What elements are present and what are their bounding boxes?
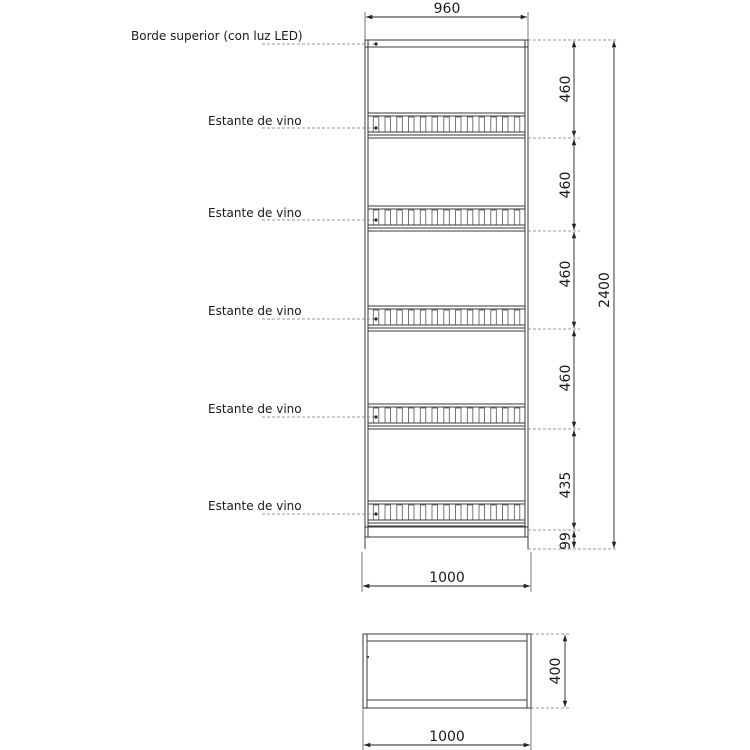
shelf-slat [514,210,520,225]
wine-shelves [368,113,525,526]
front-elevation [365,40,528,549]
shelf-slat [467,310,473,325]
shelf-leader-dot-1 [374,126,377,129]
wine-shelf [368,306,525,331]
shelf-slat [444,505,450,520]
wine-shelf [368,501,525,526]
shelf-slat [420,505,426,520]
shelf-slat [420,210,426,225]
dim-inner-width [365,1,528,40]
shelf-slat [456,210,462,225]
shelf-slat [409,210,415,225]
shelf-slat [373,117,379,132]
dim-spacing-3-text: 460 [558,260,574,288]
shelf-label-3: Estante de vino [208,304,302,318]
shelf-slat [385,117,391,132]
shelf-slat [432,210,438,225]
shelf-slat [432,505,438,520]
plan-width-text: 1000 [429,729,465,745]
shelf-slat [432,310,438,325]
plan-view [363,634,570,750]
shelf-leader-dot-3 [374,317,377,320]
dim-spacing-2-text: 460 [558,171,574,199]
shelf-slat [503,117,509,132]
shelf-label-2: Estante de vino [208,206,302,220]
shelf-slat [432,408,438,423]
shelf-slat [373,210,379,225]
shelf-slat [503,310,509,325]
shelf-slat [491,117,497,132]
shelf-slat [444,210,450,225]
shelf-slat [491,408,497,423]
dim-inner-width-text: 960 [433,1,461,17]
shelf-slat [397,408,403,423]
shelf-slat [385,310,391,325]
shelf-slat [385,408,391,423]
shelf-slat [514,117,520,132]
dim-spacing-1-text: 460 [558,75,574,103]
shelf-slat [444,310,450,325]
plan-mark [367,656,369,658]
shelf-slat [479,310,485,325]
dim-outer-width [362,552,531,592]
dim-spacing-6-text: 99 [558,532,574,550]
shelf-slat [409,505,415,520]
shelf-slat [503,505,509,520]
shelf-slat [397,310,403,325]
shelf-leader-dot-4 [374,415,377,418]
shelf-slat [479,117,485,132]
shelf-slat [409,310,415,325]
shelf-slat [514,310,520,325]
shelf-slat [397,505,403,520]
labels [131,29,378,516]
shelf-slat [467,408,473,423]
shelf-slat [467,117,473,132]
shelf-slat [420,408,426,423]
shelf-slat [503,408,509,423]
dim-total-height-text: 2400 [597,272,613,308]
shelf-slat [409,117,415,132]
plan-depth-text: 400 [548,657,564,685]
shelf-slat [385,505,391,520]
shelf-slat [491,310,497,325]
shelf-leader-dot-2 [374,218,377,221]
right-dimensions [528,40,618,550]
dim-spacing-5-text: 435 [558,471,574,499]
wine-shelf [368,404,525,429]
shelf-slat [420,117,426,132]
shelf-slat [514,408,520,423]
shelf-slat [409,408,415,423]
shelf-slat [456,505,462,520]
shelf-label-1: Estante de vino [208,114,302,128]
shelf-slat [479,210,485,225]
wine-shelf [368,113,525,138]
dim-outer-width-text: 1000 [429,570,465,586]
shelf-slat [503,210,509,225]
shelf-slat [444,117,450,132]
shelf-slat [514,505,520,520]
shelf-slat [444,408,450,423]
shelf-leader-dot-5 [374,512,377,515]
shelf-slat [397,117,403,132]
shelf-slat [491,210,497,225]
shelf-label-5: Estante de vino [208,499,302,513]
shelf-slat [420,310,426,325]
plan-outer [363,634,531,708]
shelf-slat [397,210,403,225]
shelf-slat [432,117,438,132]
shelf-slat [456,310,462,325]
shelf-slat [467,505,473,520]
shelf-slat [491,505,497,520]
shelf-slat [385,210,391,225]
dim-spacing-4-text: 460 [558,364,574,392]
shelf-slat [479,505,485,520]
shelf-slat [479,408,485,423]
top-edge-leader-dot [374,42,377,45]
shelf-slat [456,408,462,423]
shelf-slat [456,117,462,132]
shelf-slat [467,210,473,225]
wine-shelf [368,206,525,231]
shelf-label-4: Estante de vino [208,402,302,416]
top-edge-label: Borde superior (con luz LED) [131,29,303,43]
